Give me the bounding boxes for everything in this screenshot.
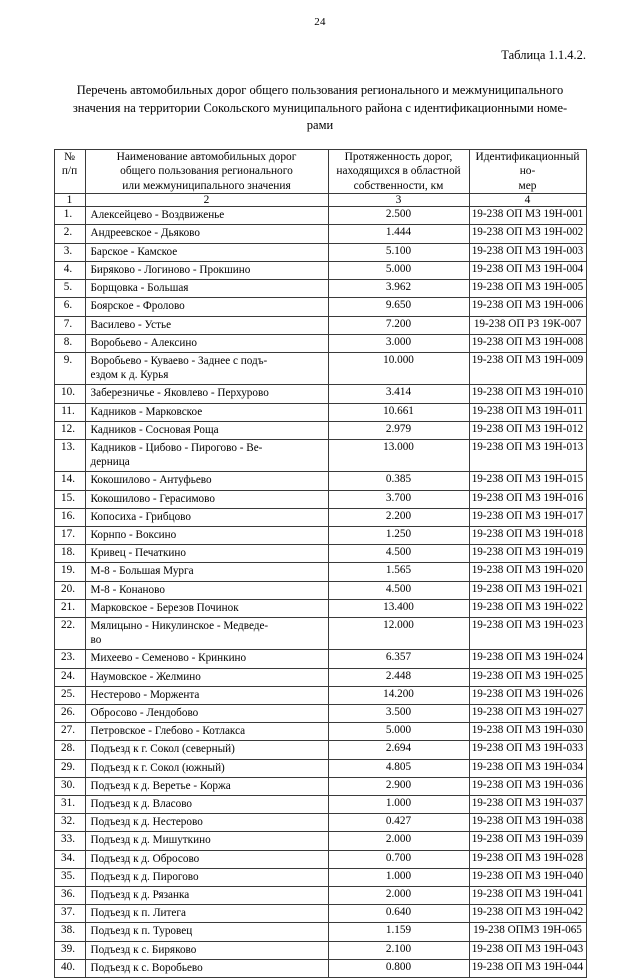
road-name-cell: Кадников - Марковское	[85, 403, 328, 421]
table-row	[54, 704, 586, 722]
road-identifier-cell: 19-238 ОП МЗ 19Н-043	[469, 941, 586, 959]
road-identifier-cell: 19-238 ОП МЗ 19Н-030	[469, 723, 586, 741]
road-length-cell: 4.805	[328, 759, 469, 777]
table-row	[54, 508, 586, 526]
road-name-cell: Воробьево - Алексино	[85, 334, 328, 352]
table-row	[54, 617, 586, 649]
road-identifier-cell: 19-238 ОП МЗ 19Н-027	[469, 704, 586, 722]
road-name-cell: Подъезд к п. Литега	[85, 905, 328, 923]
header-name-line-1: Наименование автомобильных дорог	[86, 150, 328, 165]
road-name-cell	[85, 617, 328, 649]
road-identifier-cell: 19-238 ОП МЗ 19Н-038	[469, 814, 586, 832]
road-length-cell: 13.400	[328, 599, 469, 617]
document-title	[62, 82, 578, 135]
header-name-line-2: общего пользования регионального	[86, 164, 328, 179]
road-name-cell: Кривец - Печаткино	[85, 545, 328, 563]
road-length-cell: 1.159	[328, 923, 469, 941]
road-length-cell: 7.200	[328, 316, 469, 334]
table-row	[54, 795, 586, 813]
road-name-cell: Петровское - Глебово - Котлакса	[85, 723, 328, 741]
table-row	[54, 741, 586, 759]
road-name-cell: Боярское - Фролово	[85, 298, 328, 316]
column-number-1: 1	[54, 194, 85, 207]
road-length-cell: 9.650	[328, 298, 469, 316]
page-number: 24	[0, 16, 640, 28]
road-identifier-cell: 19-238 ОП МЗ 19Н-015	[469, 472, 586, 490]
header-cell-number	[54, 149, 85, 194]
road-name-cell: Кадников - Сосновая Роща	[85, 421, 328, 439]
road-name-cell: Заберезничье - Яковлево - Перхурово	[85, 385, 328, 403]
row-number-cell: 4.	[54, 261, 85, 279]
column-number-4: 4	[469, 194, 586, 207]
header-name-line-3: или межмуниципального значения	[86, 179, 328, 194]
row-number-cell: 31.	[54, 795, 85, 813]
table-caption: Таблица 1.1.4.2.	[0, 48, 640, 63]
row-number-cell: 28.	[54, 741, 85, 759]
table-row	[54, 243, 586, 261]
header-number-line-1: №	[55, 150, 85, 165]
road-identifier-cell: 19-238 ОП МЗ 19Н-042	[469, 905, 586, 923]
road-length-cell: 0.800	[328, 959, 469, 977]
road-name-line-1: Мялицыно - Никулинское - Медведе-	[91, 619, 326, 633]
row-number-cell: 39.	[54, 941, 85, 959]
table-row	[54, 563, 586, 581]
road-length-cell: 0.640	[328, 905, 469, 923]
road-identifier-cell: 19-238 ОПМЗ 19Н-065	[469, 923, 586, 941]
road-length-cell: 2.900	[328, 777, 469, 795]
table-row	[54, 207, 586, 225]
road-name-cell: Подъезд к г. Сокол (южный)	[85, 759, 328, 777]
road-identifier-cell: 19-238 ОП МЗ 19Н-001	[469, 207, 586, 225]
road-identifier-cell: 19-238 ОП МЗ 19Н-023	[469, 617, 586, 649]
road-length-cell: 1.444	[328, 225, 469, 243]
road-name-cell: Кокошилово - Антуфьево	[85, 472, 328, 490]
road-length-cell: 2.500	[328, 207, 469, 225]
road-name-cell: Подъезд к д. Обросово	[85, 850, 328, 868]
road-length-cell: 3.962	[328, 280, 469, 298]
road-name-cell: Наумовское - Желмино	[85, 668, 328, 686]
table-header-row	[54, 149, 586, 194]
road-name-line-2: дерница	[91, 455, 326, 469]
road-identifier-cell: 19-238 ОП МЗ 19Н-017	[469, 508, 586, 526]
road-name-cell: Обросово - Лендобово	[85, 704, 328, 722]
table-row	[54, 723, 586, 741]
row-number-cell: 3.	[54, 243, 85, 261]
road-identifier-cell: 19-238 ОП МЗ 19Н-011	[469, 403, 586, 421]
table-row	[54, 599, 586, 617]
row-number-cell: 29.	[54, 759, 85, 777]
table-row	[54, 280, 586, 298]
road-name-cell: Биряково - Логиново - Прокшино	[85, 261, 328, 279]
row-number-cell: 40.	[54, 959, 85, 977]
row-number-cell: 35.	[54, 868, 85, 886]
roads-table-body	[54, 149, 586, 207]
table-row	[54, 298, 586, 316]
road-identifier-cell: 19-238 ОП МЗ 19Н-006	[469, 298, 586, 316]
table-row	[54, 832, 586, 850]
road-length-cell: 0.385	[328, 472, 469, 490]
row-number-cell: 9.	[54, 352, 85, 384]
table-row	[54, 334, 586, 352]
road-length-cell: 0.427	[328, 814, 469, 832]
road-name-cell: Подъезд к д. Рязанка	[85, 887, 328, 905]
table-row	[54, 686, 586, 704]
road-name-cell: Кокошилово - Герасимово	[85, 490, 328, 508]
table-row	[54, 385, 586, 403]
row-number-cell: 21.	[54, 599, 85, 617]
road-identifier-cell: 19-238 ОП МЗ 19Н-016	[469, 490, 586, 508]
road-name-cell: Василево - Устье	[85, 316, 328, 334]
row-number-cell: 15.	[54, 490, 85, 508]
row-number-cell: 8.	[54, 334, 85, 352]
road-identifier-cell: 19-238 ОП МЗ 19Н-005	[469, 280, 586, 298]
road-name-line-1: Кадников - Цибово - Пирогово - Ве-	[91, 441, 326, 455]
road-length-cell: 5.000	[328, 261, 469, 279]
road-length-cell: 2.000	[328, 832, 469, 850]
road-name-cell: Михеево - Семеново - Кринкино	[85, 650, 328, 668]
road-length-cell: 3.000	[328, 334, 469, 352]
row-number-cell: 20.	[54, 581, 85, 599]
row-number-cell: 7.	[54, 316, 85, 334]
row-number-cell: 36.	[54, 887, 85, 905]
table-row	[54, 490, 586, 508]
road-length-cell: 2.448	[328, 668, 469, 686]
road-identifier-cell: 19-238 ОП МЗ 19Н-024	[469, 650, 586, 668]
road-identifier-cell: 19-238 ОП РЗ 19К-007	[469, 316, 586, 334]
road-identifier-cell: 19-238 ОП МЗ 19Н-026	[469, 686, 586, 704]
road-length-cell: 14.200	[328, 686, 469, 704]
road-name-cell: Подъезд к д. Мишуткино	[85, 832, 328, 850]
road-name-cell	[85, 352, 328, 384]
table-row	[54, 777, 586, 795]
road-identifier-cell: 19-238 ОП МЗ 19Н-028	[469, 850, 586, 868]
column-number-2: 2	[85, 194, 328, 207]
road-identifier-cell: 19-238 ОП МЗ 19Н-025	[469, 668, 586, 686]
row-number-cell: 19.	[54, 563, 85, 581]
road-identifier-cell: 19-238 ОП МЗ 19Н-019	[469, 545, 586, 563]
road-length-cell: 3.414	[328, 385, 469, 403]
road-length-cell: 10.000	[328, 352, 469, 384]
road-identifier-cell: 19-238 ОП МЗ 19Н-036	[469, 777, 586, 795]
table-row	[54, 850, 586, 868]
row-number-cell: 22.	[54, 617, 85, 649]
road-identifier-cell: 19-238 ОП МЗ 19Н-037	[469, 795, 586, 813]
header-id-line-1: Идентификационный но-	[470, 150, 586, 179]
row-number-cell: 23.	[54, 650, 85, 668]
row-number-cell: 12.	[54, 421, 85, 439]
row-number-cell: 16.	[54, 508, 85, 526]
road-name-cell: Андреевское - Дьяково	[85, 225, 328, 243]
table-row	[54, 581, 586, 599]
road-name-cell: Подъезд к д. Нестерово	[85, 814, 328, 832]
road-name-cell: Подъезд к д. Власово	[85, 795, 328, 813]
table-row	[54, 759, 586, 777]
table-row	[54, 545, 586, 563]
road-length-cell: 10.661	[328, 403, 469, 421]
road-name-cell: М-8 - Конаново	[85, 581, 328, 599]
document-title-line-2: значения на территории Сокольского муниципального района с идентификационными номе-	[62, 100, 578, 118]
table-row	[54, 887, 586, 905]
road-name-cell: Подъезд к д. Веретье - Коржа	[85, 777, 328, 795]
header-length-line-3: собственности, км	[329, 179, 469, 194]
header-length-line-1: Протяженность дорог,	[329, 150, 469, 165]
row-number-cell: 11.	[54, 403, 85, 421]
road-name-cell: Борщовка - Большая	[85, 280, 328, 298]
roads-rows-body	[54, 207, 586, 978]
table-row	[54, 352, 586, 384]
road-name-cell: М-8 - Большая Мурга	[85, 563, 328, 581]
road-length-cell: 3.700	[328, 490, 469, 508]
road-identifier-cell: 19-238 ОП МЗ 19Н-041	[469, 887, 586, 905]
road-length-cell: 1.000	[328, 795, 469, 813]
document-title-line-3: рами	[62, 117, 578, 135]
road-name-cell: Корнпо - Воксино	[85, 526, 328, 544]
row-number-cell: 1.	[54, 207, 85, 225]
road-identifier-cell: 19-238 ОП МЗ 19Н-021	[469, 581, 586, 599]
road-length-cell: 2.979	[328, 421, 469, 439]
road-identifier-cell: 19-238 ОП МЗ 19Н-034	[469, 759, 586, 777]
road-identifier-cell: 19-238 ОП МЗ 19Н-012	[469, 421, 586, 439]
column-number-row	[54, 194, 586, 207]
row-number-cell: 5.	[54, 280, 85, 298]
road-identifier-cell: 19-238 ОП МЗ 19Н-020	[469, 563, 586, 581]
road-identifier-cell: 19-238 ОП МЗ 19Н-013	[469, 439, 586, 471]
road-length-cell: 1.565	[328, 563, 469, 581]
header-number-line-2: п/п	[55, 164, 85, 179]
row-number-cell: 25.	[54, 686, 85, 704]
row-number-cell: 18.	[54, 545, 85, 563]
row-number-cell: 38.	[54, 923, 85, 941]
road-identifier-cell: 19-238 ОП МЗ 19Н-009	[469, 352, 586, 384]
row-number-cell: 13.	[54, 439, 85, 471]
table-row	[54, 905, 586, 923]
road-length-cell: 4.500	[328, 581, 469, 599]
road-length-cell: 6.357	[328, 650, 469, 668]
table-row	[54, 261, 586, 279]
road-length-cell: 5.000	[328, 723, 469, 741]
row-number-cell: 24.	[54, 668, 85, 686]
road-length-cell: 4.500	[328, 545, 469, 563]
road-name-cell: Алексейцево - Воздвиженье	[85, 207, 328, 225]
road-name-cell: Подъезд к с. Воробьево	[85, 959, 328, 977]
road-name-cell: Нестерово - Моржента	[85, 686, 328, 704]
road-identifier-cell: 19-238 ОП МЗ 19Н-039	[469, 832, 586, 850]
table-row	[54, 941, 586, 959]
table-row	[54, 421, 586, 439]
road-name-line-1: Воробьево - Куваево - Заднее с подъ-	[91, 354, 326, 368]
table-row	[54, 403, 586, 421]
road-name-cell: Марковское - Березов Починок	[85, 599, 328, 617]
roads-table	[54, 149, 587, 978]
road-length-cell: 2.100	[328, 941, 469, 959]
header-id-line-2: мер	[470, 179, 586, 194]
document-title-line-1: Перечень автомобильных дорог общего пользования регионального и межмуниципального	[62, 82, 578, 100]
road-name-cell: Подъезд к г. Сокол (северный)	[85, 741, 328, 759]
row-number-cell: 33.	[54, 832, 85, 850]
table-row	[54, 225, 586, 243]
row-number-cell: 10.	[54, 385, 85, 403]
row-number-cell: 17.	[54, 526, 85, 544]
header-length-line-2: находящихся в областной	[329, 164, 469, 179]
road-identifier-cell: 19-238 ОП МЗ 19Н-022	[469, 599, 586, 617]
road-identifier-cell: 19-238 ОП МЗ 19Н-033	[469, 741, 586, 759]
road-name-line-2: ездом к д. Курья	[91, 368, 326, 382]
road-identifier-cell: 19-238 ОП МЗ 19Н-010	[469, 385, 586, 403]
road-identifier-cell: 19-238 ОП МЗ 19Н-002	[469, 225, 586, 243]
road-length-cell: 3.500	[328, 704, 469, 722]
row-number-cell: 27.	[54, 723, 85, 741]
road-length-cell: 2.200	[328, 508, 469, 526]
road-length-cell: 2.694	[328, 741, 469, 759]
road-name-cell: Подъезд к с. Биряково	[85, 941, 328, 959]
road-name-cell: Подъезд к п. Туровец	[85, 923, 328, 941]
road-length-cell: 13.000	[328, 439, 469, 471]
row-number-cell: 6.	[54, 298, 85, 316]
table-row	[54, 668, 586, 686]
table-row	[54, 316, 586, 334]
road-name-cell: Подъезд к д. Пирогово	[85, 868, 328, 886]
table-row	[54, 439, 586, 471]
road-identifier-cell: 19-238 ОП МЗ 19Н-004	[469, 261, 586, 279]
road-name-line-2: во	[91, 633, 326, 647]
header-cell-road-name	[85, 149, 328, 194]
row-number-cell: 2.	[54, 225, 85, 243]
road-identifier-cell: 19-238 ОП МЗ 19Н-018	[469, 526, 586, 544]
road-identifier-cell: 19-238 ОП МЗ 19Н-040	[469, 868, 586, 886]
road-length-cell: 2.000	[328, 887, 469, 905]
road-length-cell: 12.000	[328, 617, 469, 649]
road-identifier-cell: 19-238 ОП МЗ 19Н-044	[469, 959, 586, 977]
row-number-cell: 37.	[54, 905, 85, 923]
table-row	[54, 959, 586, 977]
row-number-cell: 14.	[54, 472, 85, 490]
header-cell-identifier	[469, 149, 586, 194]
table-row	[54, 650, 586, 668]
road-name-cell	[85, 439, 328, 471]
table-row	[54, 526, 586, 544]
row-number-cell: 30.	[54, 777, 85, 795]
road-name-cell: Копосиха - Грибцово	[85, 508, 328, 526]
road-identifier-cell: 19-238 ОП МЗ 19Н-008	[469, 334, 586, 352]
table-row	[54, 814, 586, 832]
road-length-cell: 5.100	[328, 243, 469, 261]
road-length-cell: 0.700	[328, 850, 469, 868]
road-identifier-cell: 19-238 ОП МЗ 19Н-003	[469, 243, 586, 261]
road-length-cell: 1.250	[328, 526, 469, 544]
road-length-cell: 1.000	[328, 868, 469, 886]
table-row	[54, 472, 586, 490]
row-number-cell: 34.	[54, 850, 85, 868]
row-number-cell: 26.	[54, 704, 85, 722]
table-row	[54, 868, 586, 886]
document-page	[0, 16, 640, 921]
road-name-cell: Барское - Камское	[85, 243, 328, 261]
header-cell-length	[328, 149, 469, 194]
table-row	[54, 923, 586, 941]
row-number-cell: 32.	[54, 814, 85, 832]
column-number-3: 3	[328, 194, 469, 207]
